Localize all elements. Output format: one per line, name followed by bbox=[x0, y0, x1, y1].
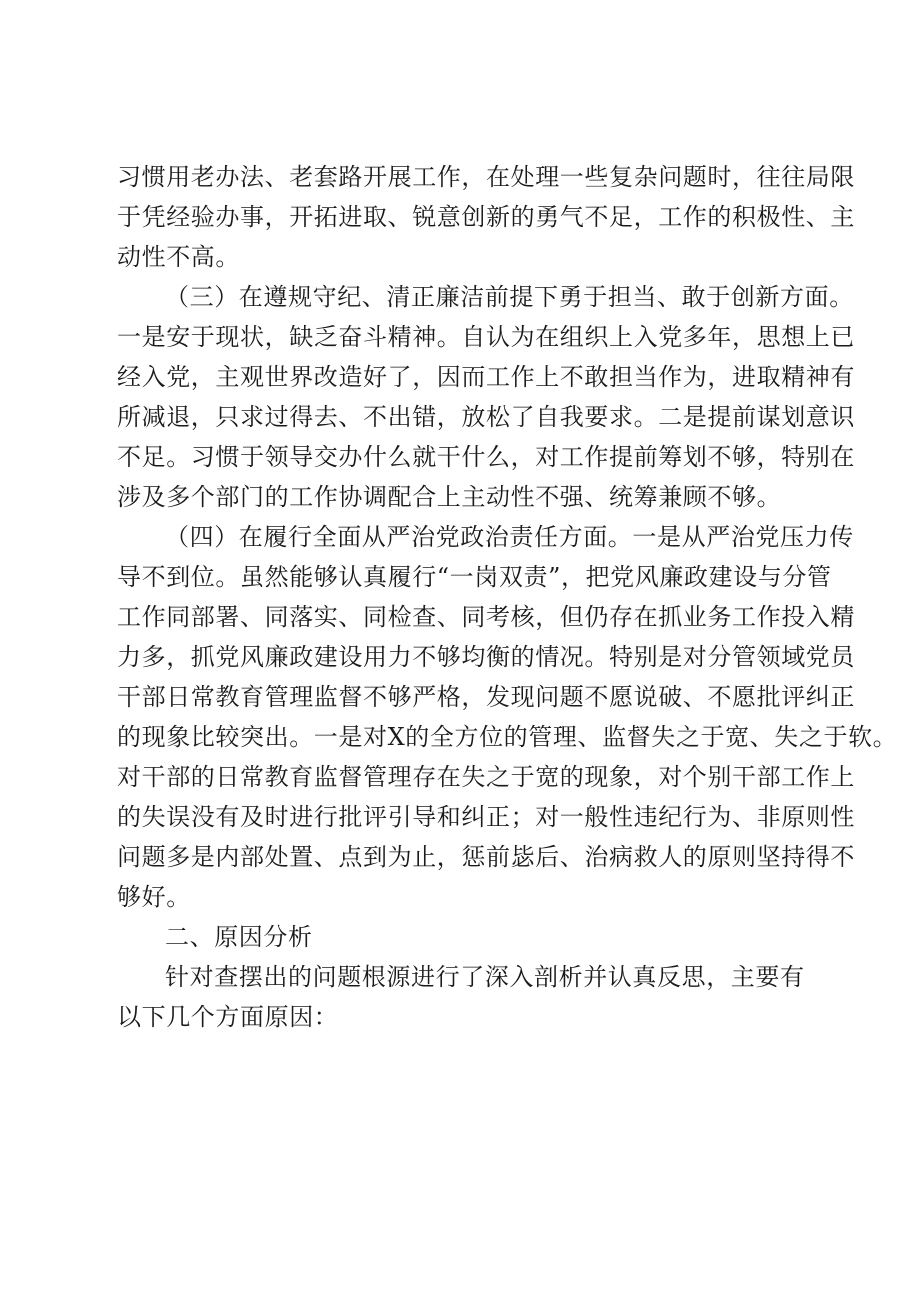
section-four-heading: （四）在履行全面从严治党政治责任方面。一是从严治党压力传 bbox=[165, 523, 854, 551]
paragraph-line: 以下几个方面原因： bbox=[117, 1003, 339, 1031]
paragraph-line: 经入党，主观世界改造好了，因而工作上不敢担当作为，进取精神有 bbox=[117, 363, 855, 391]
paragraph-line: 力多，抓党风廉政建设用力不够均衡的情况。特别是对分管领域党员 bbox=[117, 643, 855, 671]
paragraph-line: 够好。 bbox=[117, 883, 191, 911]
paragraph-line: 针对查摆出的问题根源进行了深入剖析并认真反思，主要有 bbox=[165, 963, 805, 991]
paragraph-line: 问题多是内部处置、点到为止，惩前毖后、治病救人的原则坚持得不 bbox=[117, 843, 855, 871]
paragraph-line: 的现象比较突出。一是对X的全方位的管理、监督失之于宽、失之于软。 bbox=[117, 723, 898, 751]
paragraph-line: 不足。习惯于领导交办什么就干什么，对工作提前筹划不够，特别在 bbox=[117, 443, 855, 471]
paragraph-line: 对干部的日常教育监督管理存在失之于宽的现象，对个别干部工作上 bbox=[117, 763, 855, 791]
paragraph-line: 的失误没有及时进行批评引导和纠正；对一般性违纪行为、非原则性 bbox=[117, 803, 855, 831]
paragraph-line: 干部日常教育管理监督不够严格，发现问题不愿说破、不愿批评纠正 bbox=[117, 683, 855, 711]
section-two-heading: 二、原因分析 bbox=[165, 923, 313, 951]
section-three-heading: （三）在遵规守纪、清正廉洁前提下勇于担当、敢于创新方面。 bbox=[165, 283, 854, 311]
paragraph-line: 所减退，只求过得去、不出错，放松了自我要求。二是提前谋划意识 bbox=[117, 403, 855, 431]
paragraph-line: 导不到位。虽然能够认真履行“一岗双责”，把党风廉政建设与分管 bbox=[117, 563, 832, 591]
paragraph-line: 动性不高。 bbox=[117, 243, 240, 271]
paragraph-line: 一是安于现状，缺乏奋斗精神。自认为在组织上入党多年，思想上已 bbox=[117, 323, 855, 351]
paragraph-line: 工作同部署、同落实、同检查、同考核，但仍存在抓业务工作投入精 bbox=[117, 603, 855, 631]
paragraph-line: 于凭经验办事，开拓进取、锐意创新的勇气不足，工作的积极性、主 bbox=[117, 203, 855, 231]
paragraph-line: 涉及多个部门的工作协调配合上主动性不强、统筹兼顾不够。 bbox=[117, 483, 782, 511]
paragraph-line: 习惯用老办法、老套路开展工作，在处理一些复杂问题时，往往局限 bbox=[117, 163, 855, 191]
